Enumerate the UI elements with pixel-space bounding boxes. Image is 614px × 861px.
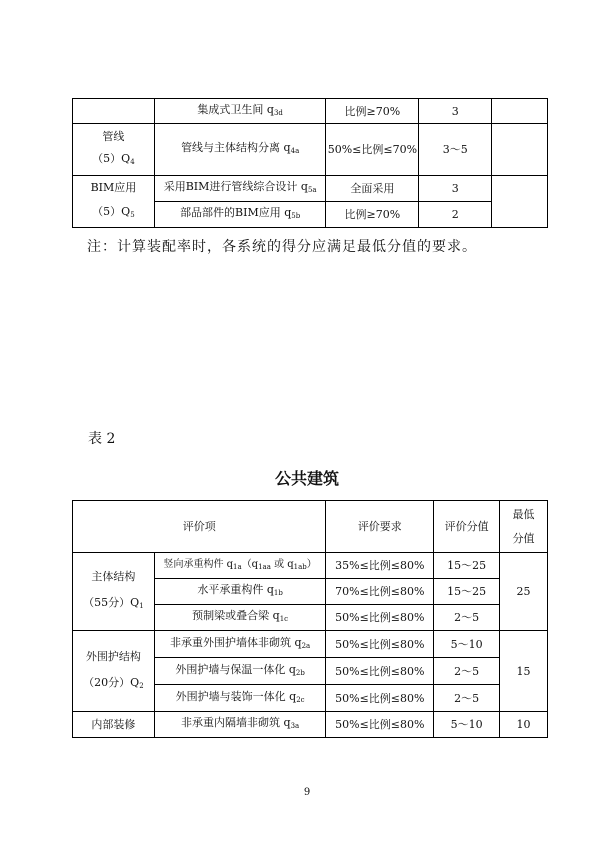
table-row [73, 176, 548, 202]
table-cell: 5～10 [434, 712, 500, 738]
header-cell: 评价项 [73, 501, 326, 553]
table-cell: 15～25 [434, 579, 500, 605]
table-cell: 比例≥70% [326, 99, 419, 124]
group-cell: BIM应用 $(5)Q_5$ [73, 176, 155, 228]
table-residential-continued [72, 98, 548, 228]
header-cell: 最低 分值 [500, 501, 548, 553]
table-cell: 部品部件的BIM应用 $q_{5b}$ [154, 202, 326, 228]
table-cell: 5～10 [434, 631, 500, 658]
table-cell: 3 [419, 176, 492, 202]
table-cell: 管线与主体结构分离 $q_{4a}$ [154, 124, 326, 176]
group-cell: 外围护结构 （20分）$Q_2$ [73, 631, 155, 712]
page-number: 9 [303, 787, 311, 798]
table-cell: 50%≤比例≤80% [326, 658, 434, 685]
table-cell: 35%≤比例≤80% [326, 553, 434, 579]
table-cell: 水平承重构件 $q_{1b}$ [154, 579, 326, 605]
group-cell: 主体结构 （55分）$Q_1$ [73, 553, 155, 631]
table-cell: 非承重外围护墙体非砌筑 $q_{2a}$ [154, 631, 326, 658]
group-cell: 管线 $(5)Q_4$ [73, 124, 155, 176]
table-cell: 2～5 [434, 605, 500, 631]
min-score-cell: 10 [500, 712, 548, 738]
table-cell: 比例≥70% [326, 202, 419, 228]
table-cell: 15～25 [434, 553, 500, 579]
table-public-buildings [72, 500, 548, 738]
table-cell: 竖向承重构件 $q_{1a}(q_{1aa}$ 或 $q_{1ab}$） [154, 553, 326, 579]
table-row [73, 712, 548, 738]
table-cell: 预制梁或叠合梁 $q_{1c}$ [154, 605, 326, 631]
table-cell: 外围护墙与保温一体化 $q_{2b}$ [154, 658, 326, 685]
table-cell: 集成式卫生间 $q_{3d}$ [154, 99, 326, 124]
table-cell: 50%≤比例≤80% [326, 631, 434, 658]
table-row [73, 99, 548, 124]
table-row [73, 124, 548, 176]
table-cell: 70%≤比例≤80% [326, 579, 434, 605]
table-cell: 50%≤比例≤70% [326, 124, 419, 176]
table-row [73, 553, 548, 579]
table-cell: 外围护墙与装饰一体化 $q_{2c}$ [154, 685, 326, 712]
table-row [73, 631, 548, 658]
table-cell: 50%≤比例≤80% [326, 685, 434, 712]
table-cell [73, 99, 155, 124]
table-note: 注：计算装配率时，各系统的得分应满足最低分值的要求。 [87, 239, 477, 255]
min-score-cell: 25 [500, 553, 548, 631]
table-label: 表 2 [88, 431, 116, 447]
table-cell: 全面采用 [326, 176, 419, 202]
table-cell: 2～5 [434, 658, 500, 685]
table-cell [492, 99, 548, 124]
table-title: 公共建筑 [274, 469, 339, 488]
table-header-row [73, 501, 548, 553]
table-cell: 3 [419, 99, 492, 124]
table-cell: 采用BIM进行管线综合设计 $q_{5a}$ [154, 176, 326, 202]
table-cell: 2～5 [434, 685, 500, 712]
table-cell: 50%≤比例≤80% [326, 605, 434, 631]
table-cell: 3～5 [419, 124, 492, 176]
table-cell: 2 [419, 202, 492, 228]
min-score-cell: 15 [500, 631, 548, 712]
table-cell: 50%≤比例≤80% [326, 712, 434, 738]
header-cell: 评价要求 [326, 501, 434, 553]
table-cell: 非承重内隔墙非砌筑 $q_{3a}$ [154, 712, 326, 738]
table-cell [492, 176, 548, 228]
table-cell [492, 124, 548, 176]
header-cell: 评价分值 [434, 501, 500, 553]
group-cell: 内部装修 [73, 712, 155, 738]
